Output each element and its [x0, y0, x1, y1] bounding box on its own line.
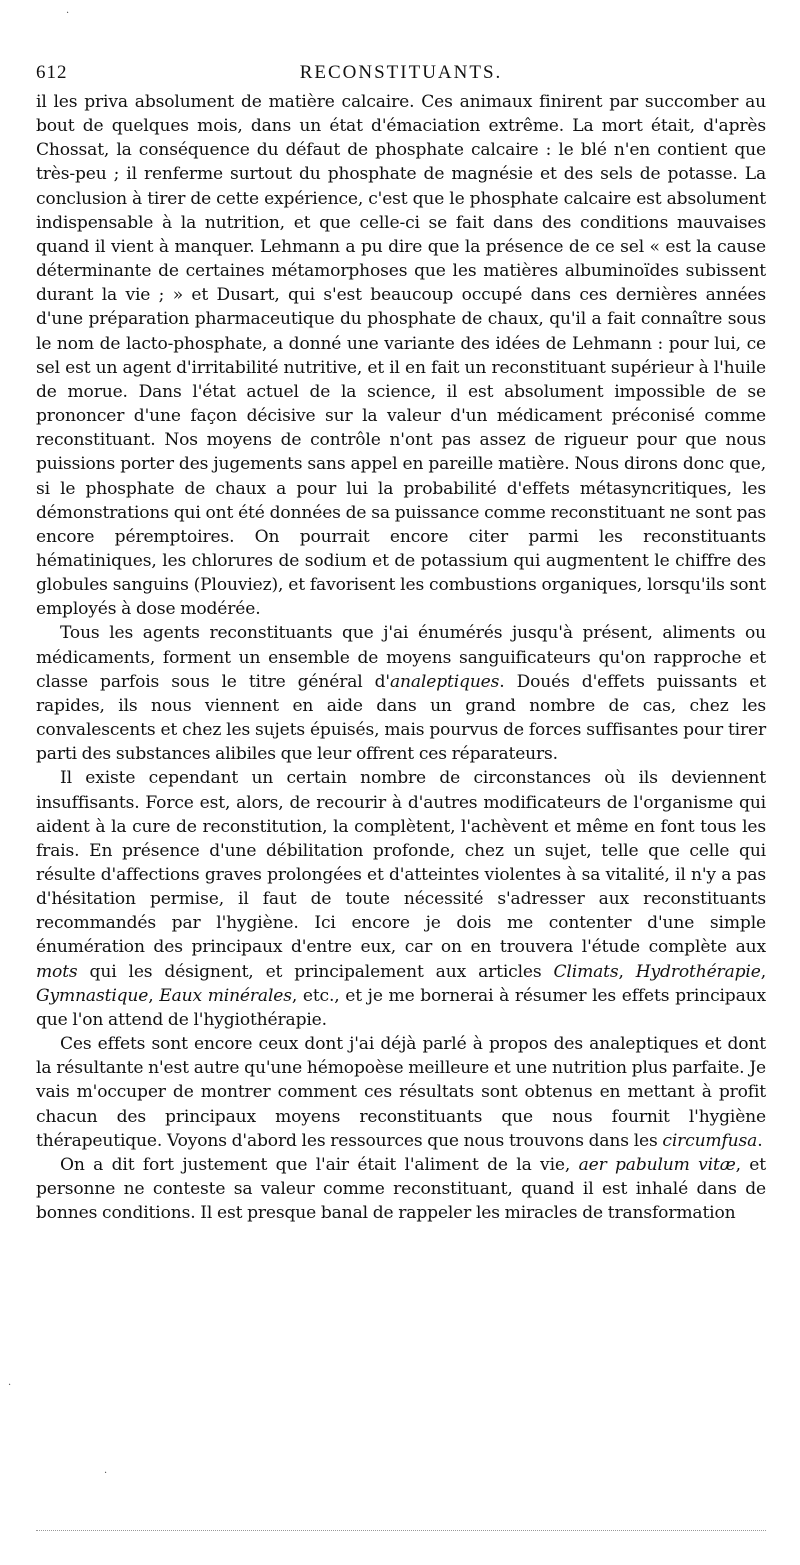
paragraph-3 [36, 766, 766, 1032]
running-head [36, 60, 766, 90]
paragraph-4-text-b: . [757, 1130, 763, 1151]
term-climats: Climats [553, 961, 619, 982]
page [36, 60, 766, 1225]
comma-3: , [148, 985, 160, 1006]
scan-speck: · [66, 8, 70, 19]
paragraph-4-text-a: Ces effets sont encore ceux dont j'ai déjà parlé à propos des analeptiques et dont la résultante n'est autre qu'une hémopoèse meilleure et une nutrition plus parfaite. Je vais m'occuper de montrer comment ces résultats sont obtenus en mettant à profit chacun des principaux moyens reconstituants que nous fournit l'hygiène thérapeutique. Voyons d'abord les ressources que nous trouvons dans les [36, 1034, 766, 1151]
paragraph-3-text-c: , etc., et je me bornerai à résumer les effets principaux que l'on attend de l'hygiothérapie. [36, 985, 766, 1030]
margin-speck: · [8, 1380, 12, 1391]
paragraph-2 [36, 621, 766, 766]
paragraph-1 [36, 90, 766, 621]
paragraph-4 [36, 1032, 766, 1153]
term-eaux-minerales: Eaux minérales [159, 985, 292, 1006]
paragraph-1-text: il les priva absolument de matière calcaire. Ces animaux finirent par succomber au bout de quelques mois, dans un état d'émaciation extrême. La mort était, d'après Chossat, la conséquence du défaut de phosphate calcaire : le blé n'en contient que très-peu ; il renferme surtout du phosphate de magnésie et des sels de potasse. La conclusion à tirer de cette expérience, c'est que le phosphate calcaire est absolument indispensable à la nutrition, et que celle-ci se fait dans des conditions mauvaises quand il vient à manquer. Lehmann a pu dire que la présence de ce sel « est la cause déterminante de certaines métamorphoses que les matières albuminoïdes subissent durant la vie ; » et Dusart, qui s'est beaucoup occupé dans ces dernières années d'une préparation pharmaceutique du phosphate de chaux, qu'il a fait connaître sous le nom de lacto-phosphate, a donné une variante des idées de Lehmann : pour lui, ce sel est un agent d'irritabilité nutritive, et il en fait un reconstituant supérieur à l'huile de morue. Dans l'état actuel de la science, il est absolument impossible de se prononcer d'une façon décisive sur la valeur d'un médicament préconisé comme reconstituant. Nos moyens de contrôle n'ont pas assez de rigueur pour que nous puissions porter des jugements sans appel en pareille matière. Nous dirons donc que, si le phosphate de chaux a pour lui la probabilité d'effets métasyncritiques, les démonstrations qui ont été données de sa puissance comme reconstituant ne sont pas encore péremptoires. On pourrait encore citer parmi les reconstituants hématiniques, les chlorures de sodium et de potassium qui augmentent le chiffre des globules sanguins (Plouviez), et favorisent les combustions organiques, lorsqu'ils sont employés à dose modérée. [36, 92, 766, 620]
term-circumfusa: circumfusa [662, 1130, 758, 1151]
paragraph-5-text-a: On a dit fort justement que l'air était l'aliment de la vie, [60, 1154, 579, 1175]
term-hydrotherapie: Hydrothérapie [635, 961, 761, 982]
term-mots: mots [36, 961, 78, 982]
paragraph-2-text-b: . Doués d'effets puissants et rapides, ils nous viennent en aide dans un grand nombre de cas, chez les convalescents et chez les sujets épuisés, mais pourvus de forces suffisantes pour tirer parti des substances alibiles que leur offrent ces réparateurs. [36, 671, 766, 765]
term-aer-pabulum-vitae: aer pabulum vitæ [578, 1154, 736, 1175]
comma-2: , [760, 961, 766, 982]
term-analeptiques: analeptiques [389, 671, 500, 692]
paragraph-3-text-a: Il existe cependant un certain nombre de circonstances où ils deviennent insuffisants. Force est, alors, de recourir à d'autres modificateurs de l'organisme qui aident à la cure de reconstitution, la complètent, l'achèvent et même en font tous les frais. En présence d'une débilitation profonde, chez un sujet, telle que celle qui résulte d'affections graves prolongées et d'atteintes violentes à sa vitalité, il n'y a pas d'hésitation permise, il faut de toute nécessité s'adresser aux reconstituants recommandés par l'hygiène. Ici encore je dois me contenter d'une simple énumération des principaux d'entre eux, car on en trouvera l'étude complète aux [36, 768, 766, 958]
bottom-speck: · [104, 1468, 108, 1479]
paragraph-2-text-a: Tous les agents reconstituants que j'ai énumérés jusqu'à présent, aliments ou médicaments, forment un ensemble de moyens sanguificateurs qu'on rapproche et classe parfois sous le titre général d' [36, 623, 766, 692]
page-number: 612 [36, 62, 68, 83]
comma-1: , [618, 961, 636, 982]
body-text [36, 90, 766, 1225]
paragraph-5 [36, 1153, 766, 1225]
paragraph-3-text-b: qui les désignent, et principalement aux articles [77, 961, 554, 982]
bottom-dotted-rule [36, 1530, 766, 1531]
term-gymnastique: Gymnastique [36, 985, 149, 1006]
paragraph-5-text-b: , et personne ne conteste sa valeur comme reconstituant, quand il est inhalé dans de bonnes conditions. Il est presque banal de rappeler les miracles de transformation [36, 1154, 766, 1224]
running-title: RECONSTITUANTS. [299, 62, 503, 83]
